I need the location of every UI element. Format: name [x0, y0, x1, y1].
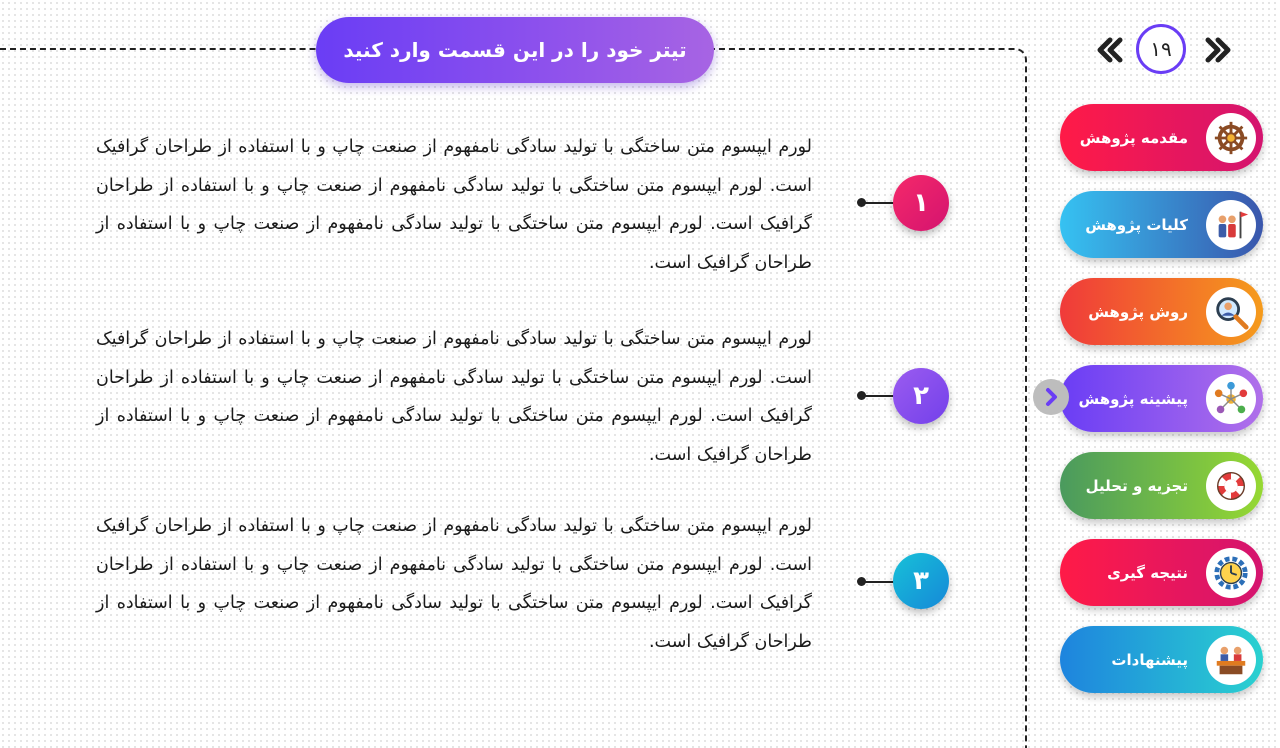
team-flag-icon	[1206, 200, 1256, 250]
lifebuoy-icon	[1206, 461, 1256, 511]
menu-item-label: تجزیه و تحلیل	[1085, 476, 1188, 495]
page-number: ۱۹	[1136, 24, 1186, 74]
section-3-number: ۳	[893, 553, 949, 609]
section-1-connector	[861, 202, 897, 204]
menu-item-method[interactable]	[1060, 278, 1263, 345]
network-people-icon	[1206, 374, 1256, 424]
section-2-number: ۲	[893, 368, 949, 424]
menu-item-label: روش پژوهش	[1088, 302, 1188, 321]
menu-item-label: پیشنهادات	[1111, 650, 1188, 669]
meeting-table-icon	[1206, 635, 1256, 685]
section-1-number: ۱	[893, 175, 949, 231]
menu-item-label: نتیجه گیری	[1107, 563, 1188, 582]
section-3-connector	[861, 581, 897, 583]
double-chevron-right-icon[interactable]	[1200, 36, 1240, 64]
active-indicator-chevron-icon	[1033, 379, 1069, 415]
menu-item-conclusion[interactable]	[1060, 539, 1263, 606]
menu-item-label: کلیات پژوهش	[1085, 215, 1188, 234]
gear-clock-icon	[1206, 548, 1256, 598]
section-2-text: لورم ایپسوم متن ساختگی با تولید سادگی نامفهوم از صنعت چاپ و با استفاده از طراحان گرافیک است. لورم ایپسوم متن ساختگی با تولید سادگی نامفهوم از صنعت چاپ و با استفاده از طراحان گرافیک است. لورم ایپسوم متن ساختگی با تولید سادگی نامفهوم از صنعت چاپ و با استفاده از طراحان گرافیک است.	[96, 329, 812, 465]
section-3-text: لورم ایپسوم متن ساختگی با تولید سادگی نامفهوم از صنعت چاپ و با استفاده از طراحان گرافیک است. لورم ایپسوم متن ساختگی با تولید سادگی نامفهوم از صنعت چاپ و با استفاده از طراحان گرافیک است. لورم ایپسوم متن ساختگی با تولید سادگی نامفهوم از صنعت چاپ و با استفاده از طراحان گرافیک است.	[96, 516, 812, 652]
menu-item-label: پیشینه پژوهش	[1078, 389, 1188, 408]
menu-item-overview[interactable]	[1060, 191, 1263, 258]
menu-item-label: مقدمه پژوهش	[1079, 128, 1188, 147]
section-1-text: لورم ایپسوم متن ساختگی با تولید سادگی نامفهوم از صنعت چاپ و با استفاده از طراحان گرافیک است. لورم ایپسوم متن ساختگی با تولید سادگی نامفهوم از صنعت چاپ و با استفاده از طراحان گرافیک است. لورم ایپسوم متن ساختگی با تولید سادگی نامفهوم از صنعت چاپ و با استفاده از طراحان گرافیک است.	[96, 137, 812, 273]
menu-item-analysis[interactable]	[1060, 452, 1263, 519]
menu-item-background[interactable]	[1060, 365, 1263, 432]
double-chevron-left-icon[interactable]	[1088, 36, 1128, 64]
ship-wheel-icon	[1206, 113, 1256, 163]
menu-item-suggestions[interactable]	[1060, 626, 1263, 693]
section-2-connector	[861, 395, 897, 397]
magnifier-person-icon	[1206, 287, 1256, 337]
page-title: تیتر خود را در این قسمت وارد کنید	[316, 17, 714, 83]
menu-item-introduction[interactable]	[1060, 104, 1263, 171]
